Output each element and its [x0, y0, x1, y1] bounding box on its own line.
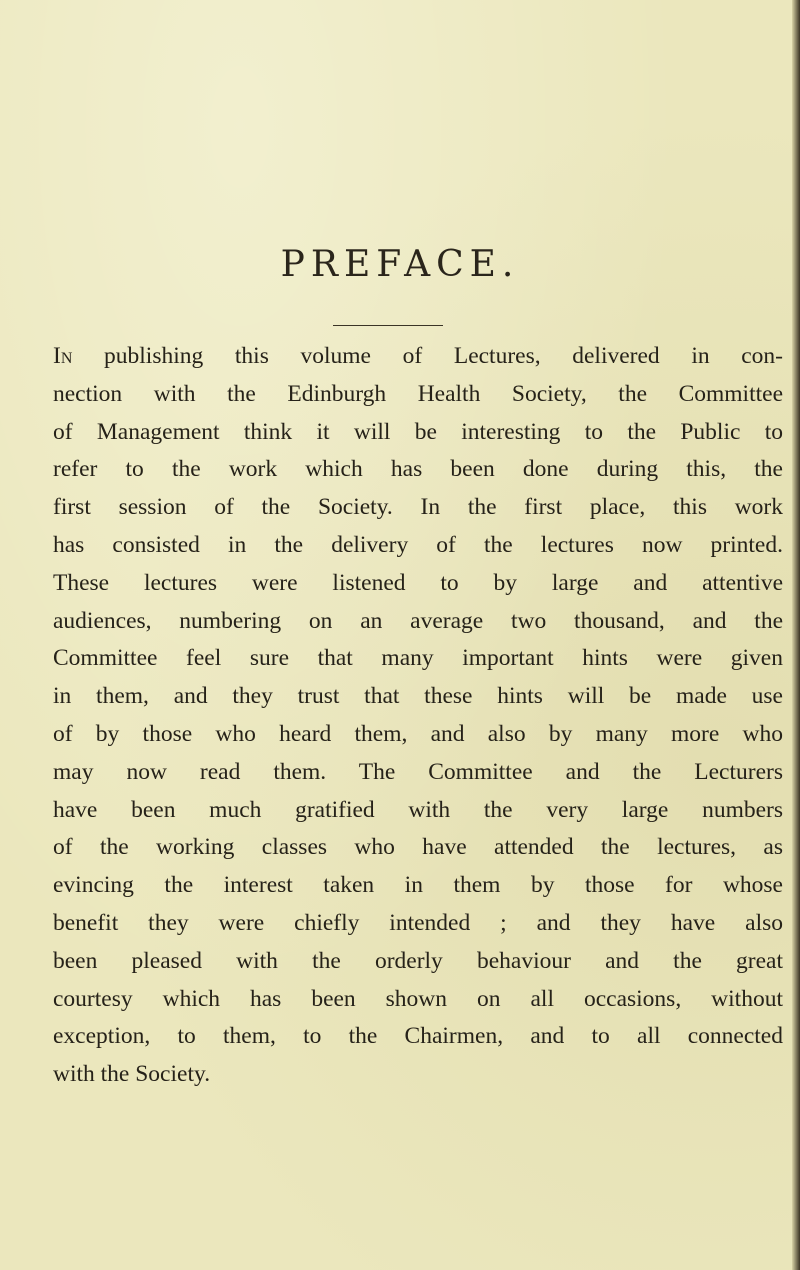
text-line-1: [53, 338, 783, 376]
preface-paragraph: [53, 338, 783, 1094]
page-edge-shadow: [792, 0, 800, 1270]
drop-initial-word: In: [53, 343, 73, 369]
text-line: exception, to them, to the Chairmen, and to all connected: [53, 1023, 783, 1050]
text-line: first session of the Society. In the first place, this work: [53, 494, 783, 521]
text-line: Committee feel sure that many important hints were given: [53, 645, 783, 672]
text-line: have been much gratified with the very large numbers: [53, 796, 783, 823]
text-line: may now read them. The Committee and the Lecturers: [53, 758, 783, 785]
text-line: of the working classes who have attended the lectures, as: [53, 834, 783, 861]
text-line: courtesy which has been shown on all occasions, without: [53, 985, 783, 1012]
text-line: evincing the interest taken in them by those for whose: [53, 872, 783, 899]
text-line: nection with the Edinburgh Health Society, the Committee: [53, 380, 783, 407]
text-line: refer to the work which has been done during this, the: [53, 456, 783, 483]
text-line-last: with the Society.: [53, 1061, 211, 1088]
title-rule: [333, 325, 443, 326]
first-line-text: publishing this volume of Lectures, delivered in con-: [72, 343, 783, 369]
text-line: has consisted in the delivery of the lectures now printed.: [53, 531, 783, 558]
text-line: audiences, numbering on an average two thousand, and the: [53, 607, 783, 634]
text-line: benefit they were chiefly intended ; and they have also: [53, 909, 783, 936]
text-line: been pleased with the orderly behaviour and the great: [53, 947, 783, 974]
text-line: of by those who heard them, and also by many more who: [53, 720, 783, 747]
text-line: These lectures were listened to by large and attentive: [53, 569, 783, 596]
text-line: in them, and they trust that these hints will be made use: [53, 683, 783, 710]
text-line: of Management think it will be interesting to the Public to: [53, 418, 783, 445]
page-title: PREFACE.: [280, 244, 520, 285]
